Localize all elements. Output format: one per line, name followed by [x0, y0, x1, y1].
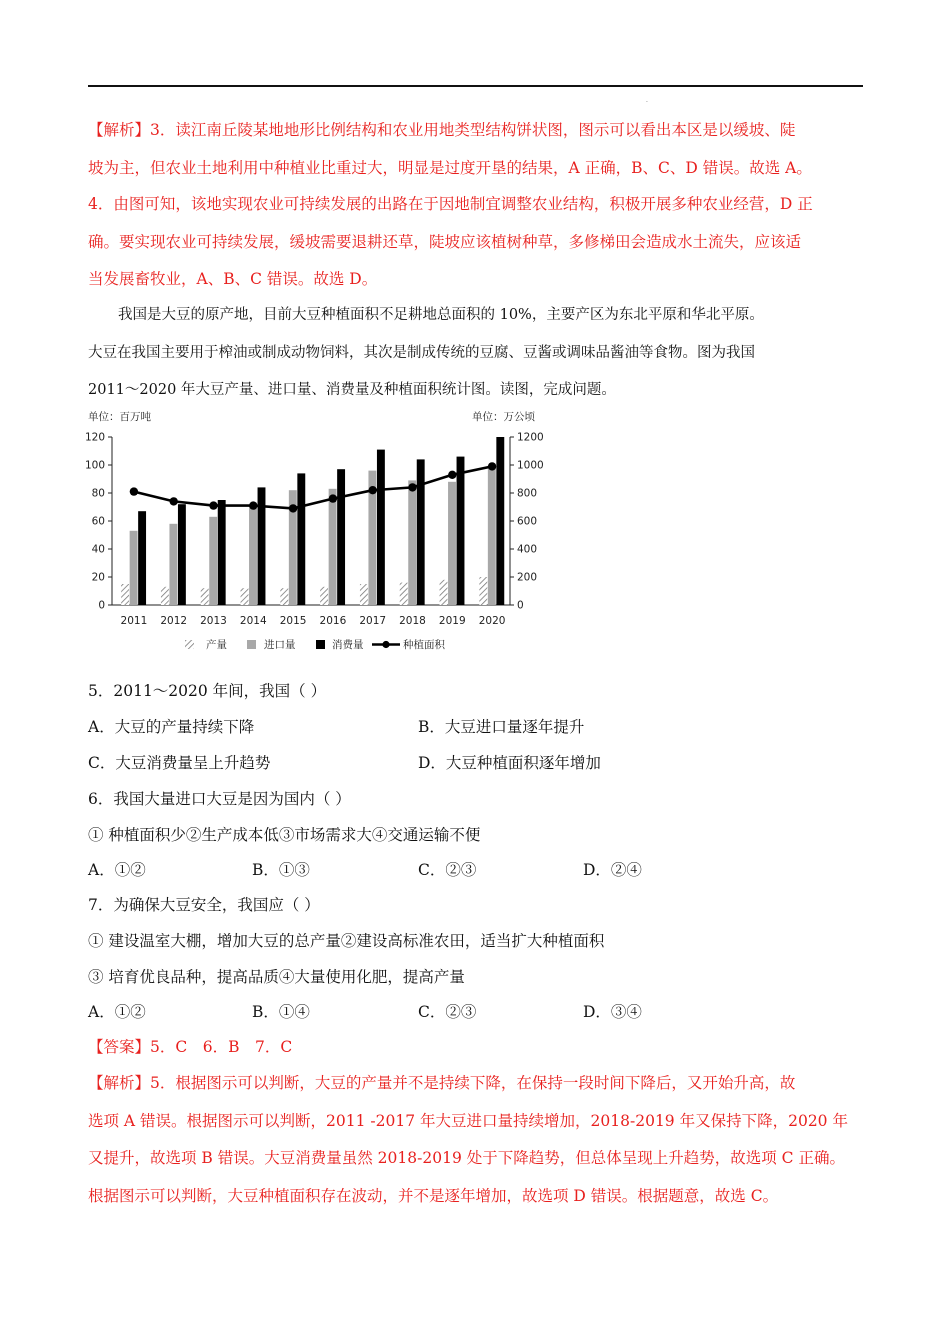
q7-option-b[interactable]: B．①④ [252, 1003, 310, 1021]
planting-area-point [369, 486, 377, 494]
planting-area-point [130, 487, 138, 495]
q6-stem: 6．我国大量进口大豆是因为国内（ ） [88, 790, 351, 808]
legend-consumption-swatch [316, 640, 325, 649]
analysis-bottom-line-3: 又提升，故选项 B 错误。大豆消费量虽然 2018-2019 处于下降趋势，但总体呈现上升趋势，故选项 C 正确。 [88, 1149, 845, 1167]
q7-items-1: ① 建设温室大棚，增加大豆的总产量②建设高标准农田，适当扩大种植面积 [88, 932, 605, 950]
answer-line: 【答案】5．C 6．B 7．C [88, 1038, 293, 1056]
x-tick-label: 2018 [399, 615, 426, 627]
x-tick-label: 2020 [478, 615, 506, 627]
left-tick-label: 80 [91, 487, 105, 500]
q7-option-c[interactable]: C．②③ [418, 1003, 477, 1021]
x-tick-label: 2019 [438, 615, 466, 627]
intro-line-1: 我国是大豆的原产地，目前大豆种植面积不足耕地总面积的 10%，主要产区为东北平原和华北平原。 [118, 307, 764, 323]
consumption-bar [457, 457, 465, 605]
x-tick-label: 2016 [319, 615, 347, 627]
analysis-top-line-3: 4．由图可知，该地实现农业可持续发展的出路在于因地制宜调整农业结构，积极开展多种农业经营，D 正 [88, 195, 813, 213]
production-bar [241, 588, 249, 605]
analysis-top-line-1: 【解析】3．读江南丘陵某地地形比例结构和农业用地类型结构饼状图，图示可以看出本区是以缓坡、陡 [88, 121, 796, 139]
q6-items: ① 种植面积少②生产成本低③市场需求大④交通运输不便 [88, 826, 481, 844]
analysis-bottom-line-4: 根据图示可以判断，大豆种植面积存在波动，并不是逐年增加，故选项 D 错误。根据题意，故选 C。 [88, 1187, 779, 1205]
q5-option-a[interactable]: A．大豆的产量持续下降 [88, 718, 255, 736]
legend-production-label: 产量 [206, 639, 227, 651]
import-bar [169, 524, 177, 605]
q6-option-d[interactable]: D．②④ [583, 861, 642, 879]
legend-consumption-label: 消费量 [332, 639, 364, 651]
header-dot: . [646, 97, 648, 104]
x-tick-label: 2017 [359, 615, 387, 627]
analysis-top-line-5: 当发展畜牧业，A、B、C 错误。故选 D。 [88, 270, 378, 288]
left-tick-label: 60 [91, 515, 105, 528]
q7-option-d[interactable]: D．③④ [583, 1003, 642, 1021]
q6-option-c[interactable]: C．②③ [418, 861, 477, 879]
right-tick-label: 1000 [517, 459, 544, 472]
x-tick-label: 2012 [160, 615, 188, 627]
import-bar [249, 506, 257, 605]
analysis-bottom-line-2: 选项 A 错误。根据图示可以判断，2011 -2017 年大豆进口量持续增加，2018-2019 年又保持下降，2020 年 [88, 1112, 848, 1130]
consumption-bar [377, 450, 385, 605]
q6-option-b[interactable]: B．①③ [252, 861, 310, 879]
right-tick-label: 1200 [517, 431, 544, 444]
consumption-bar [337, 469, 345, 605]
q5-option-c[interactable]: C．大豆消费量呈上升趋势 [88, 754, 271, 772]
x-tick-label: 2013 [200, 615, 227, 627]
planting-area-point [170, 497, 178, 505]
q5-stem: 5．2011～2020 年间，我国（ ） [88, 682, 327, 700]
left-tick-label: 0 [98, 599, 105, 612]
legend-import-swatch [247, 640, 256, 649]
production-bar [320, 587, 328, 605]
planting-area-point [289, 504, 297, 512]
production-bar [280, 588, 288, 605]
import-bar [448, 482, 456, 605]
production-bar [360, 584, 368, 605]
right-tick-label: 0 [517, 599, 524, 612]
import-bar [209, 517, 217, 605]
intro-line-3: 2011～2020 年大豆产量、进口量、消费量及种植面积统计图。读图，完成问题。 [88, 382, 616, 398]
planting-area-point [249, 501, 257, 509]
right-tick-label: 200 [517, 571, 538, 584]
q7-stem: 7．为确保大豆安全，我国应（ ） [88, 896, 320, 914]
planting-area-line [134, 466, 492, 508]
production-bar [400, 583, 408, 605]
planting-area-point [209, 501, 217, 509]
analysis-top-line-2: 坡为主，但农业土地利用中种植业比重过大，明显是过度开垦的结果，A 正确，B、C、D 错误。故选 A。 [88, 159, 812, 177]
consumption-bar [417, 459, 425, 605]
left-tick-label: 120 [84, 431, 105, 444]
left-tick-label: 100 [84, 459, 105, 472]
legend-area-label: 种植面积 [403, 639, 445, 651]
x-tick-label: 2015 [279, 615, 307, 627]
left-tick-label: 20 [91, 571, 105, 584]
soybean-chart [82, 404, 552, 664]
x-tick-label: 2011 [120, 615, 148, 627]
q7-items-2: ③ 培育优良品种，提高品质④大量使用化肥，提高产量 [88, 968, 465, 986]
import-bar [130, 531, 138, 605]
intro-line-2: 大豆在我国主要用于榨油或制成动物饲料，其次是制成传统的豆腐、豆酱或调味品酱油等食物。图为我国 [88, 345, 755, 361]
q5-option-b[interactable]: B．大豆进口量逐年提升 [418, 718, 585, 736]
x-tick-label: 2014 [239, 615, 267, 627]
right-tick-label: 800 [517, 487, 538, 500]
planting-area-point [329, 494, 337, 502]
legend-import-label: 进口量 [264, 639, 296, 651]
production-bar [479, 577, 487, 605]
consumption-bar [297, 473, 305, 605]
planting-area-point [408, 483, 416, 491]
production-bar [161, 587, 169, 605]
import-bar [329, 489, 337, 605]
production-bar [201, 588, 209, 605]
consumption-bar [218, 500, 226, 605]
legend-area-marker [382, 641, 389, 648]
right-tick-label: 400 [517, 543, 538, 556]
q7-option-a[interactable]: A．①② [88, 1003, 146, 1021]
q6-option-a[interactable]: A．①② [88, 861, 146, 879]
planting-area-point [488, 462, 496, 470]
header-rule [88, 85, 863, 87]
q5-option-d[interactable]: D．大豆种植面积逐年增加 [418, 754, 601, 772]
left-unit-label: 单位：百万吨 [88, 411, 151, 423]
production-bar [121, 584, 129, 605]
planting-area-point [448, 471, 456, 479]
left-tick-label: 40 [91, 543, 105, 556]
consumption-bar [178, 504, 186, 605]
analysis-top-line-4: 确。要实现农业可持续发展，缓坡需要退耕还草，陡坡应该植树种草，多修梯田会造成水土流失，应该适 [88, 233, 802, 251]
import-bar [488, 465, 496, 605]
consumption-bar [496, 437, 504, 605]
legend-production-swatch [185, 640, 194, 649]
right-unit-label: 单位：万公顷 [472, 411, 535, 423]
right-tick-label: 600 [517, 515, 538, 528]
consumption-bar [138, 511, 146, 605]
analysis-bottom-line-1: 【解析】5．根据图示可以判断，大豆的产量并不是持续下降，在保持一段时间下降后，又开始升高，故 [88, 1074, 796, 1092]
import-bar [408, 480, 416, 605]
production-bar [440, 580, 448, 605]
